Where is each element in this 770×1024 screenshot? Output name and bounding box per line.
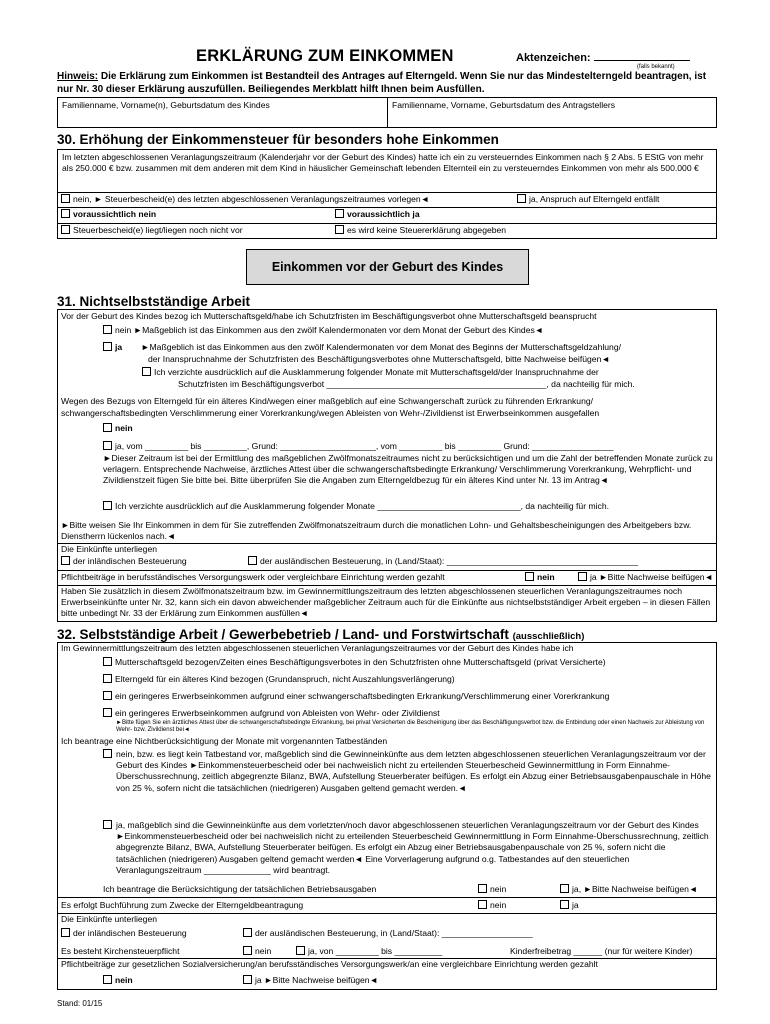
s31-einkuenfte-label: Die Einkünfte unterliegen	[61, 544, 158, 554]
checkbox[interactable]	[578, 572, 587, 581]
s31-ausfall-nein[interactable]: nein	[103, 423, 133, 434]
s31-ausfall-note: ►Dieser Zeitraum ist bei der Ermittlung des maßgeblichen Zwölfmonatszeitraumes nicht zu berücksichtigen und um die Zahl der betreffenden Monate zurück zu verlagern. Entsprechende Nachweise, ärztliches Attest über die schwangerschaftsbedingte Erkrankung/ Verschlimmerung Vorerkrankung, Wehrpflicht- und Zivildienstzeit fügen Sie bitte bei. Bitte überprüfen Sie die Angaben zum Elterngeldbezug für ein älteres Kind unter Nr. 13 im Antrag◄	[103, 453, 713, 486]
checkbox[interactable]	[103, 749, 112, 758]
s32-pflicht-label: Pflichtbeiträge zur gesetzlichen Sozialversicherung/an berufsständisches Versorgungswerk/an eine vergleichbare Einrichtung werden gezahlt	[61, 959, 598, 969]
s32-betriebsausgaben-nein[interactable]: nein	[478, 884, 506, 895]
s31-verzicht-2[interactable]: Ich verzichte ausdrücklich auf die Ausklammerung folgender Monate ______________________________, da nachteilig für mich.	[103, 501, 609, 512]
s31-nachweis-note: ►Bitte weisen Sie Ihr Einkommen in dem für Sie zutreffenden Zwölfmonatszeitraum durch die monatlichen Lohn- und Gehaltsbescheinigungen des Arbeitgebers bzw. Dienstherrn lückenlos nach.◄	[61, 520, 692, 542]
s32-einkuenfte-label: Die Einkünfte unterliegen	[61, 914, 158, 924]
s32-beantrage-label: Ich beantrage eine Nichtberücksichtigung der Monate mit vorgenannten Tatbeständen	[61, 736, 388, 746]
s31-wegen-text: Wegen des Bezugs von Elterngeld für ein älteres Kind/wegen einer maßgeblich auf eine Schwangerschaft zurück zu führenden Erkrankung/	[61, 396, 594, 406]
antragsteller-name-field[interactable]: Familienname, Vorname, Geburtsdatum des Antragstellers	[392, 100, 616, 110]
s32-pflicht-ja[interactable]: ja ►Bitte Nachweise beifügen◄	[243, 975, 378, 986]
falls-bekannt-note: (falls bekannt)	[637, 64, 675, 70]
s32-inland[interactable]: der inländischen Besteuerung	[61, 928, 187, 939]
checkbox[interactable]	[478, 884, 487, 893]
checkbox[interactable]	[525, 572, 534, 581]
checkbox[interactable]	[103, 423, 112, 432]
s31-mutterschaft-nein[interactable]: nein ►Maßgeblich ist das Einkommen aus den zwölf Kalendermonaten vor dem Monat der Geburt des Kindes◄	[103, 325, 543, 336]
s31-ja-text: ►Maßgeblich ist das Einkommen aus den zwölf Kalendermonaten vor dem Monat des Beginns der Mutterschaftsgeldzahlung/	[141, 342, 621, 352]
s31-verzicht-1[interactable]: Ich verzichte ausdrücklich auf die Ausklammerung folgender Monate mit Mutterschaftsgeld/der Inanspruchnahme der	[142, 367, 599, 378]
section-32-heading: 32. Selbstständige Arbeit / Gewerbebetrieb / Land- und Forstwirtschaft (ausschließlich)	[57, 627, 585, 642]
checkbox[interactable]	[248, 556, 257, 565]
checkbox[interactable]	[243, 946, 252, 955]
section-30	[57, 149, 717, 239]
checkbox[interactable]	[335, 209, 344, 218]
s31-ausland[interactable]: der ausländischen Besteuerung, in (Land/Staat): ________________________________________	[248, 556, 638, 567]
s30-option-nein[interactable]: nein, ► Steuerbescheid(e) des letzten abgeschlossenen Veranlagungszeitraumes vorlegen◄	[61, 194, 429, 205]
aktenzeichen-label: Aktenzeichen:	[516, 52, 591, 64]
s32-buchfuehrung-ja[interactable]: ja	[560, 900, 579, 911]
checkbox[interactable]	[335, 225, 344, 234]
checkbox[interactable]	[478, 900, 487, 909]
checkbox[interactable]	[61, 225, 70, 234]
s32-tatbestand-nein-text: nein, bzw. es liegt kein Tatbestand vor, maßgeblich sind die Gewinneinkünfte aus dem letzten abgeschlossenen steuerlichen Veranlagungszeitraum vor der Geburt des Kindes ►Einkommensteuerbescheid oder bei nachweislich nicht zu erteilenden Steuerbescheid Gewinnermittlung in Form Einnahme-Überschussrechnung, zeitlich abgegrenzte Bilanz, BWA, Aufstellung Steuerberater beifügen. Es erfolgt ein Abzug einer Betriebsausgabenpauschale in Höhe von 25 %, sofern nicht die tatsächlichen (niedrigeren) Ausgaben geltend gemacht werden.◄	[116, 749, 711, 793]
s31-inland[interactable]: der inländischen Besteuerung	[61, 556, 187, 567]
checkbox[interactable]	[61, 928, 70, 937]
checkbox[interactable]	[61, 556, 70, 565]
section-31-heading: 31. Nichtselbstständige Arbeit	[57, 294, 251, 309]
checkbox[interactable]	[103, 325, 112, 334]
checkbox[interactable]	[103, 501, 112, 510]
checkbox[interactable]	[103, 975, 112, 984]
s31-pflicht-ja[interactable]: ja ►Bitte Nachweise beifügen◄	[578, 572, 713, 583]
s32-tatbestand-ja-text: ja, maßgeblich sind die Gewinneinkünfte aus dem vorletzten/noch davor abgeschlossenen steuerlichen Veranlagungszeitraum vor der Geburt des Kindes ►Einkommensteuerbescheid oder bei nachweislich nicht zu erteilenden Steuerbescheid Gewinnermittlung in Form Einnahme-Überschussrechnung, zeitlich abgegrenzte Bilanz, BWA, Aufstellung Steuerberater beifügen. Es erfolgt ein Abzug einer Betriebsausgabenpauschale von 25 %, sofern nicht die tatsächlichen (niedrigeren) Ausgaben geltend gemacht werden◄ Eine Vorverlagerung aufgrund o.g. Tatbestandes auf den steuerlichen Veranlagungszeitraum ______________ wird beantragt.	[116, 820, 709, 875]
checkbox[interactable]	[61, 209, 70, 218]
checkbox[interactable]	[103, 342, 112, 351]
s30-option-ja[interactable]: ja, Anspruch auf Elterngeld entfällt	[517, 194, 659, 205]
checkbox[interactable]	[61, 194, 70, 203]
s30-option-vja[interactable]: voraussichtlich ja	[335, 209, 420, 220]
s31-mutterschaft-ja[interactable]: ja	[103, 342, 122, 353]
hinweis-text: Hinweis: Die Erklärung zum Einkommen ist Bestandteil des Antrages auf Elterngeld. Wenn Sie nur das Mindestelterngeld beantragen, ist nur Nr. 30 dieser Erklärung auszufüllen. Beiliegendes Merkblatt hilft Ihnen beim Ausfüllen.	[57, 71, 707, 95]
s31-intro: Vor der Geburt des Kindes bezog ich Mutterschaftsgeld/habe ich Schutzfristen im Beschäftigungsverbot ohne Mutterschaftsgeld beansprucht	[61, 311, 597, 321]
s32-kirchensteuer-nein[interactable]: nein	[243, 946, 271, 957]
checkbox[interactable]	[142, 367, 151, 376]
section-30-text: Im letzten abgeschlossenen Veranlagungszeitraum (Kalenderjahr vor der Geburt des Kindes) hatte ich ein zu versteuerndes Einkommen nach § 2 Abs. 5 EStG von mehr als 250.000 € bzw. zusammen mit dem anderen mit dem Kind in häuslicher Gemeinschaft lebenden Elternteil ein zu versteuerndes Einkommen von mehr als 500.000 €	[62, 152, 704, 173]
s31-pflicht-label: Pflichtbeiträge in berufsständisches Versorgungswerk oder vergleichbare Einrichtung werden gezahlt	[61, 572, 445, 582]
checkbox[interactable]	[103, 708, 112, 717]
checkbox[interactable]	[103, 820, 112, 829]
s32-kirchensteuer-ja[interactable]: ja, von _________ bis __________	[296, 946, 442, 957]
s31-zusaetzlich-note: Haben Sie zusätzlich in diesem Zwölfmonatszeitraum bzw. im Gewinnermittlungszeitraum des letzten abgeschlossenen steuerlichen Veranlagungszeitraumes noch Erwerbseinkünfte unter Nr. 32, kann sich ein davon abweichender maßgeblicher Zeitraum auch für die Einkünfte aus nichtselbstständiger Arbeit ergeben – in diesen Fällen bitte unbedingt Nr. 33 der Erklärung zum Einkommen ausfüllen◄	[61, 586, 711, 619]
s32-betriebsausgaben-ja[interactable]: ja, ►Bitte Nachweise beifügen◄	[560, 884, 697, 895]
s32-tatbestand-ja-cb[interactable]	[103, 820, 115, 831]
checkbox[interactable]	[296, 946, 305, 955]
section-32	[57, 642, 717, 990]
s32-attest-note: ►Bitte fügen Sie ein ärztliches Attest über die schwangerschaftsbedingte Erkrankung, bei privat Versicherten die Bescheinigung über das Beschäftigungsverbot bzw. die Entbindung oder einen Nachweis zur Ableistung von Wehr- bzw. Zivildienst bei◄	[116, 720, 705, 734]
checkbox[interactable]	[243, 975, 252, 984]
s32-tatbestand-nein-cb[interactable]	[103, 749, 115, 760]
s31-verzicht-1-text: Schutzfristen im Beschäftigungsverbot ______________________________________________, da nachteilig für mich.	[178, 379, 635, 389]
s32-erkrankung[interactable]: ein geringeres Erwerbseinkommen aufgrund einer schwangerschaftsbedingten Erkrankung/Verschlimmerung einer Vorerkrankung	[103, 691, 609, 702]
s31-ausfall-ja[interactable]: ja, vom _________ bis _________, Grund: ____________________, vom _________ bis _________ Grund: _________________	[103, 441, 613, 452]
einkommen-vor-geburt-banner: Einkommen vor der Geburt des Kindes	[246, 249, 529, 285]
page-title: ERKLÄRUNG ZUM EINKOMMEN	[196, 47, 454, 65]
s32-buchfuehrung-label: Es erfolgt Buchführung zum Zwecke der Elterngeldbeantragung	[61, 900, 304, 910]
checkbox[interactable]	[560, 900, 569, 909]
s32-ausland[interactable]: der ausländischen Besteuerung, in (Land/Staat): ___________________	[243, 928, 533, 939]
checkbox[interactable]	[103, 691, 112, 700]
s32-kinderfreibetrag[interactable]: Kinderfreibetrag ______ (nur für weitere Kinder)	[510, 946, 693, 956]
checkbox[interactable]	[243, 928, 252, 937]
s32-intro: Im Gewinnermittlungszeitraum des letzten abgeschlossenen steuerlichen Veranlagungszeitraumes vor der Geburt des Kindes habe ich	[61, 643, 574, 653]
s30-option-keine[interactable]: es wird keine Steuererklärung abgegeben	[335, 225, 506, 236]
section-30-heading: 30. Erhöhung der Einkommensteuer für besonders hohe Einkommen	[57, 132, 499, 147]
checkbox[interactable]	[103, 441, 112, 450]
s32-pflicht-nein[interactable]: nein	[103, 975, 133, 986]
s32-kirchensteuer-label: Es besteht Kirchensteuerpflicht	[61, 946, 180, 956]
stand-date: Stand: 01/15	[57, 999, 103, 1008]
checkbox[interactable]	[517, 194, 526, 203]
kind-name-field[interactable]: Familienname, Vorname(n), Geburtsdatum des Kindes	[58, 98, 388, 127]
s32-betriebsausgaben-label: Ich beantrage die Berücksichtigung der tatsächlichen Betriebsausgaben	[103, 884, 377, 894]
s30-option-vnein[interactable]: voraussichtlich nein	[61, 209, 156, 220]
s32-mutterschaft[interactable]: Mutterschaftsgeld bezogen/Zeiten eines Beschäftigungsverbotes in den Schutzfristen ohne Mutterschaftsgeld (privat Versicherte)	[103, 657, 606, 668]
s31-pflicht-nein[interactable]: nein	[525, 572, 555, 583]
s31-ja-text2: der Inanspruchnahme der Schutzfristen des Beschäftigungsverbotes ohne Mutterschaftsgeld, bitte Nachweise beifügen◄	[148, 354, 610, 364]
s32-buchfuehrung-nein[interactable]: nein	[478, 900, 506, 911]
checkbox[interactable]	[103, 674, 112, 683]
s32-wehrdienst[interactable]: ein geringeres Erwerbseinkommen aufgrund von Ableisten von Wehr- oder Zivildienst	[103, 708, 440, 719]
s32-elterngeld[interactable]: Elterngeld für ein älteres Kind bezogen (Grundanspruch, nicht Auszahlungsverlängerung)	[103, 674, 455, 685]
s30-option-bescheid[interactable]: Steuerbescheid(e) liegt/liegen noch nicht vor	[61, 225, 243, 236]
s31-wegen-text2: schwangerschaftsbedingten Verschlimmerung einer Vorerkrankung/wegen Ableisten von Wehr-/Zivildienst ist Erwerbseinkommen ausgefallen	[61, 408, 600, 418]
checkbox[interactable]	[103, 657, 112, 666]
name-fields	[57, 97, 717, 128]
section-31	[57, 309, 717, 622]
checkbox[interactable]	[560, 884, 569, 893]
